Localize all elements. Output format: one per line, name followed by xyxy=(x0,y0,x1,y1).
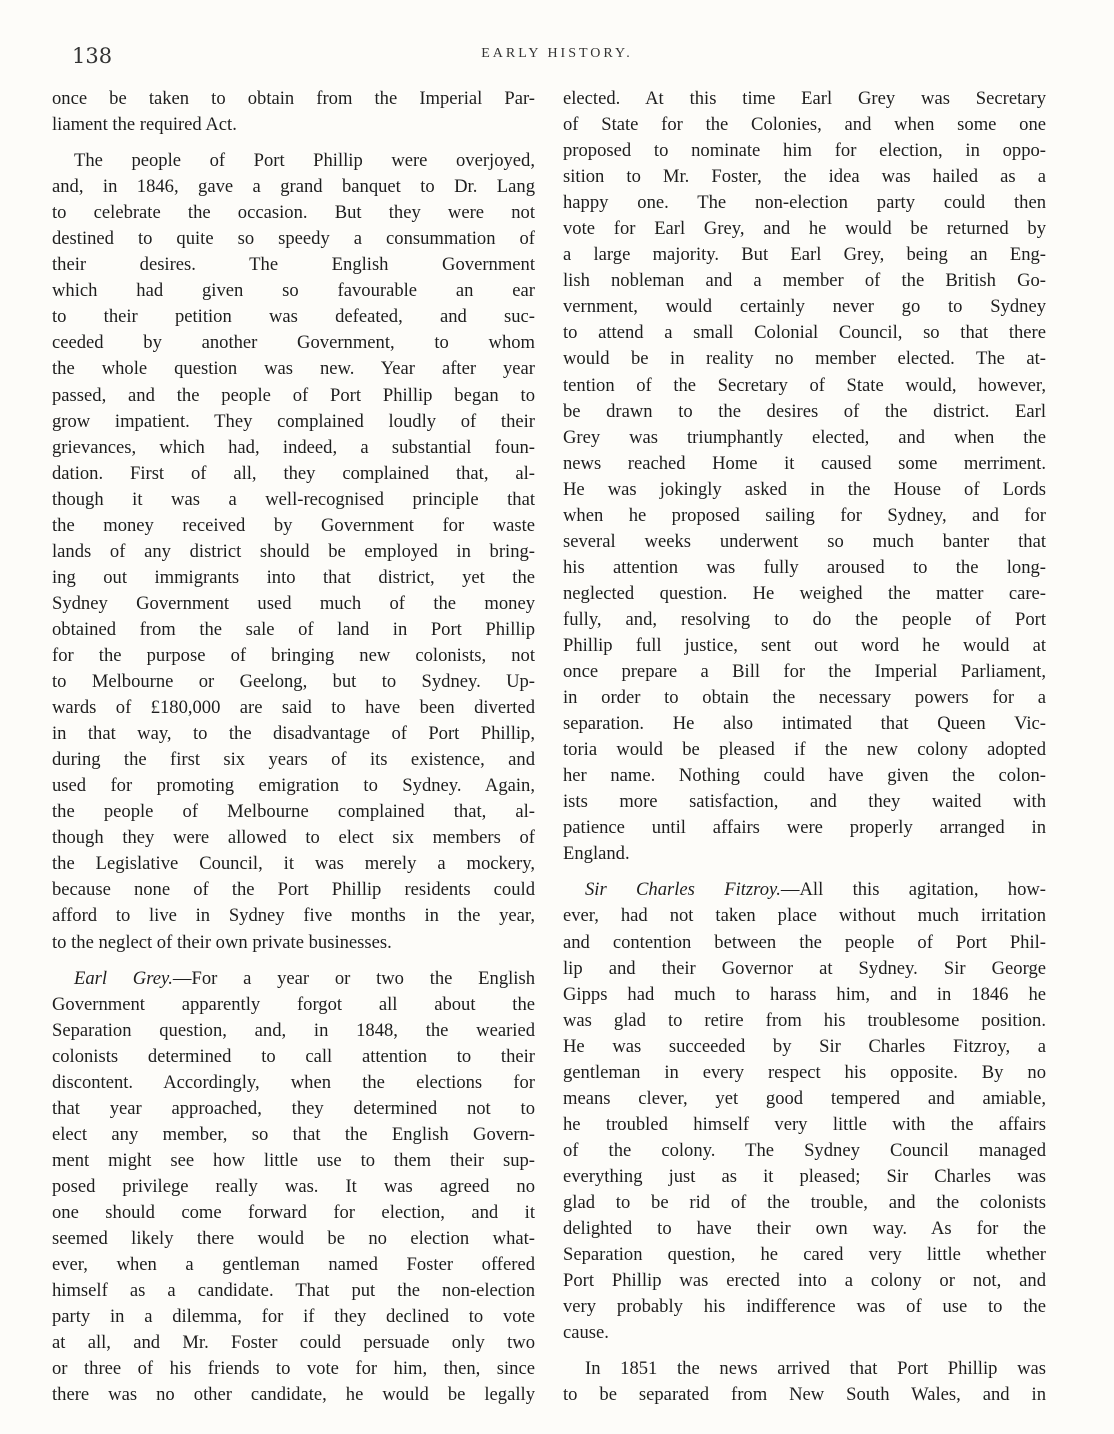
text-line: of the colony. The Sydney Council managed xyxy=(563,1139,1046,1161)
text-line: everything just as it pleased; Sir Charles was xyxy=(563,1165,1046,1187)
left-column xyxy=(52,86,535,1408)
text-line: the people of Melbourne complained that, al- xyxy=(52,801,535,823)
text-line: which had given so favourable an ear xyxy=(52,280,535,302)
text-line: Separation question, he cared very little whether xyxy=(563,1244,1046,1266)
section-heading: Earl Grey. xyxy=(74,967,173,989)
section-heading-line xyxy=(52,966,535,992)
section-heading-line xyxy=(563,877,1046,903)
text-line: vernment, would certainly never go to Sydney xyxy=(563,296,1046,318)
text-line: colonists determined to call attention to their xyxy=(52,1045,535,1067)
text-line: He was jokingly asked in the House of Lords xyxy=(563,478,1046,500)
text-line: Gipps had much to harass him, and in 1846 he xyxy=(563,983,1046,1005)
text-line: Sydney Government used much of the money xyxy=(52,592,535,614)
text-line: her name. Nothing could have given the colon- xyxy=(563,765,1046,787)
text-line: himself as a candidate. That put the non-election xyxy=(52,1280,535,1302)
text-line: Port Phillip was erected into a colony or not, and xyxy=(563,1270,1046,1292)
text-line: Separation question, and, in 1848, the wearied xyxy=(52,1019,535,1041)
text-line: happy one. The non-election party could then xyxy=(563,192,1046,214)
text-line: elected. At this time Earl Grey was Secretary xyxy=(563,88,1046,109)
running-title: EARLY HISTORY. xyxy=(481,46,633,61)
text-line: to Melbourne or Geelong, but to Sydney. Up- xyxy=(52,671,535,693)
text-line: news reached Home it caused some merriment. xyxy=(563,452,1046,474)
text-line: lish nobleman and a member of the British Go- xyxy=(563,270,1046,292)
text-line: liament the required Act. xyxy=(52,114,237,136)
text-line: in that way, to the disadvantage of Port Phillip, xyxy=(52,723,535,745)
text-line: the money received by Government for waste xyxy=(52,514,535,536)
text-line: when he proposed sailing for Sydney, and for xyxy=(563,504,1046,526)
text-line: toria would be pleased if the new colony adopted xyxy=(563,739,1046,761)
paragraph xyxy=(52,148,535,955)
text-line: he troubled himself very little with the affairs xyxy=(563,1113,1046,1135)
text-line: discontent. Accordingly, when the elections for xyxy=(52,1071,535,1093)
text-line: sition to Mr. Foster, the idea was hailed as a xyxy=(563,166,1046,188)
text-line: lip and their Governor at Sydney. Sir George xyxy=(563,957,1046,979)
text-line: passed, and the people of Port Phillip began to xyxy=(52,384,535,406)
text-line: tention of the Secretary of State would, however, xyxy=(563,374,1046,396)
text-line: gentleman in every respect his opposite. By no xyxy=(563,1061,1046,1083)
text-line: England. xyxy=(563,843,630,865)
text-line: cause. xyxy=(563,1322,609,1344)
text-line: ment might see how little use to them their sup- xyxy=(52,1149,535,1171)
text-line: of State for the Colonies, and when some one xyxy=(563,114,1046,136)
text-line: obtained from the sale of land in Port Phillip xyxy=(52,618,535,640)
text-line: or three of his friends to vote for him, then, since xyxy=(52,1358,535,1380)
text-line: once prepare a Bill for the Imperial Parliament, xyxy=(563,661,1046,683)
text-line: during the first six years of its existence, and xyxy=(52,749,535,771)
text-line: ever, when a gentleman named Foster offered xyxy=(52,1254,535,1276)
paragraph xyxy=(563,1356,1046,1408)
text-line: ists more satisfaction, and they waited with xyxy=(563,791,1046,813)
paragraph-text: —All this agitation, how- xyxy=(780,879,1046,901)
text-line: once be taken to obtain from the Imperial Par- xyxy=(52,88,535,109)
text-line: fully, and, resolving to do the people of Port xyxy=(563,608,1046,630)
text-line: because none of the Port Phillip residents could xyxy=(52,879,535,901)
text-line: to attend a small Colonial Council, so that there xyxy=(563,322,1046,344)
text-line: Phillip full justice, sent out word he would at xyxy=(563,634,1046,656)
text-line: one should come forward for election, and it xyxy=(52,1201,535,1223)
text-line: seemed likely there would be no election what- xyxy=(52,1228,535,1250)
text-line: He was succeeded by Sir Charles Fitzroy, a xyxy=(563,1035,1046,1057)
text-line: and, in 1846, gave a grand banquet to Dr. Lang xyxy=(52,176,535,198)
text-line: to celebrate the occasion. But they were not xyxy=(52,202,535,224)
text-line: a large majority. But Earl Grey, being an Eng- xyxy=(563,244,1046,266)
text-line: at all, and Mr. Foster could persuade only two xyxy=(52,1332,535,1354)
text-line: to be separated from New South Wales, and in xyxy=(563,1384,1046,1406)
text-line: Grey was triumphantly elected, and when the xyxy=(563,426,1046,448)
text-line: very probably his indifference was of use to the xyxy=(563,1296,1046,1318)
text-line: though it was a well-recognised principle that xyxy=(52,488,535,510)
text-line: posed privilege really was. It was agreed no xyxy=(52,1175,535,1197)
text-line: party in a dilemma, for if they declined to vote xyxy=(52,1306,535,1328)
text-line: ever, had not taken place without much irritation xyxy=(563,905,1046,927)
text-line: The people of Port Phillip were overjoyed, xyxy=(74,150,535,172)
text-line: grievances, which had, indeed, a substantial foun- xyxy=(52,436,535,458)
text-line: in order to obtain the necessary powers for a xyxy=(563,687,1046,709)
page-header xyxy=(0,44,1114,74)
text-line: was glad to retire from his troublesome position. xyxy=(563,1009,1046,1031)
text-line: grow impatient. They complained loudly of their xyxy=(52,410,535,432)
text-line: proposed to nominate him for election, in oppo- xyxy=(563,140,1046,162)
text-line: that year approached, they determined not to xyxy=(52,1097,535,1119)
text-line: dation. First of all, they complained that, al- xyxy=(52,462,535,484)
text-line: In 1851 the news arrived that Port Phillip was xyxy=(585,1358,1046,1380)
text-line: afford to live in Sydney five months in the year, xyxy=(52,905,535,927)
text-line: Government apparently forgot all about the xyxy=(52,993,535,1015)
text-line: patience until affairs were properly arranged in xyxy=(563,817,1046,839)
text-line: the whole question was new. Year after year xyxy=(52,358,535,380)
text-line: to the neglect of their own private businesses. xyxy=(52,931,392,953)
text-line: be drawn to the desires of the district. Earl xyxy=(563,400,1046,422)
paragraph xyxy=(52,86,535,138)
text-line: used for promoting emigration to Sydney. Again, xyxy=(52,775,535,797)
text-line: delighted to have their own way. As for the xyxy=(563,1218,1046,1240)
page-number: 138 xyxy=(72,44,113,68)
text-line: ceeded by another Government, to whom xyxy=(52,332,535,354)
text-line: means clever, yet good tempered and amiable, xyxy=(563,1087,1046,1109)
text-line: several weeks underwent so much banter that xyxy=(563,530,1046,552)
text-line: for the purpose of bringing new colonists, not xyxy=(52,644,535,666)
text-line: his attention was fully aroused to the long- xyxy=(563,556,1046,578)
text-line: there was no other candidate, he would be legally xyxy=(52,1384,535,1406)
text-line: separation. He also intimated that Queen Vic- xyxy=(563,713,1046,735)
text-line: would be in reality no member elected. The at- xyxy=(563,348,1046,370)
text-line: wards of £180,000 are said to have been diverted xyxy=(52,697,535,719)
right-column xyxy=(563,86,1046,1408)
text-line: neglected question. He weighed the matter care- xyxy=(563,582,1046,604)
text-line: elect any member, so that the English Govern- xyxy=(52,1123,535,1145)
text-line: destined to quite so speedy a consummation of xyxy=(52,228,535,250)
text-line: the Legislative Council, it was merely a mockery, xyxy=(52,853,535,875)
text-line: glad to be rid of the trouble, and the colonists xyxy=(563,1191,1046,1213)
text-line: to their petition was defeated, and suc- xyxy=(52,306,535,328)
text-line: lands of any district should be employed in bring- xyxy=(52,540,535,562)
text-line: vote for Earl Grey, and he would be returned by xyxy=(563,218,1046,240)
text-line: ing out immigrants into that district, yet the xyxy=(52,566,535,588)
paragraph xyxy=(563,86,1046,867)
text-line: their desires. The English Government xyxy=(52,254,535,276)
text-line: and contention between the people of Port Phil- xyxy=(563,931,1046,953)
text-line: though they were allowed to elect six members of xyxy=(52,827,535,849)
paragraph-text: —For a year or two the English xyxy=(172,967,535,989)
section-heading: Sir Charles Fitzroy. xyxy=(585,879,781,901)
paragraph xyxy=(52,992,535,1409)
paragraph xyxy=(563,903,1046,1346)
